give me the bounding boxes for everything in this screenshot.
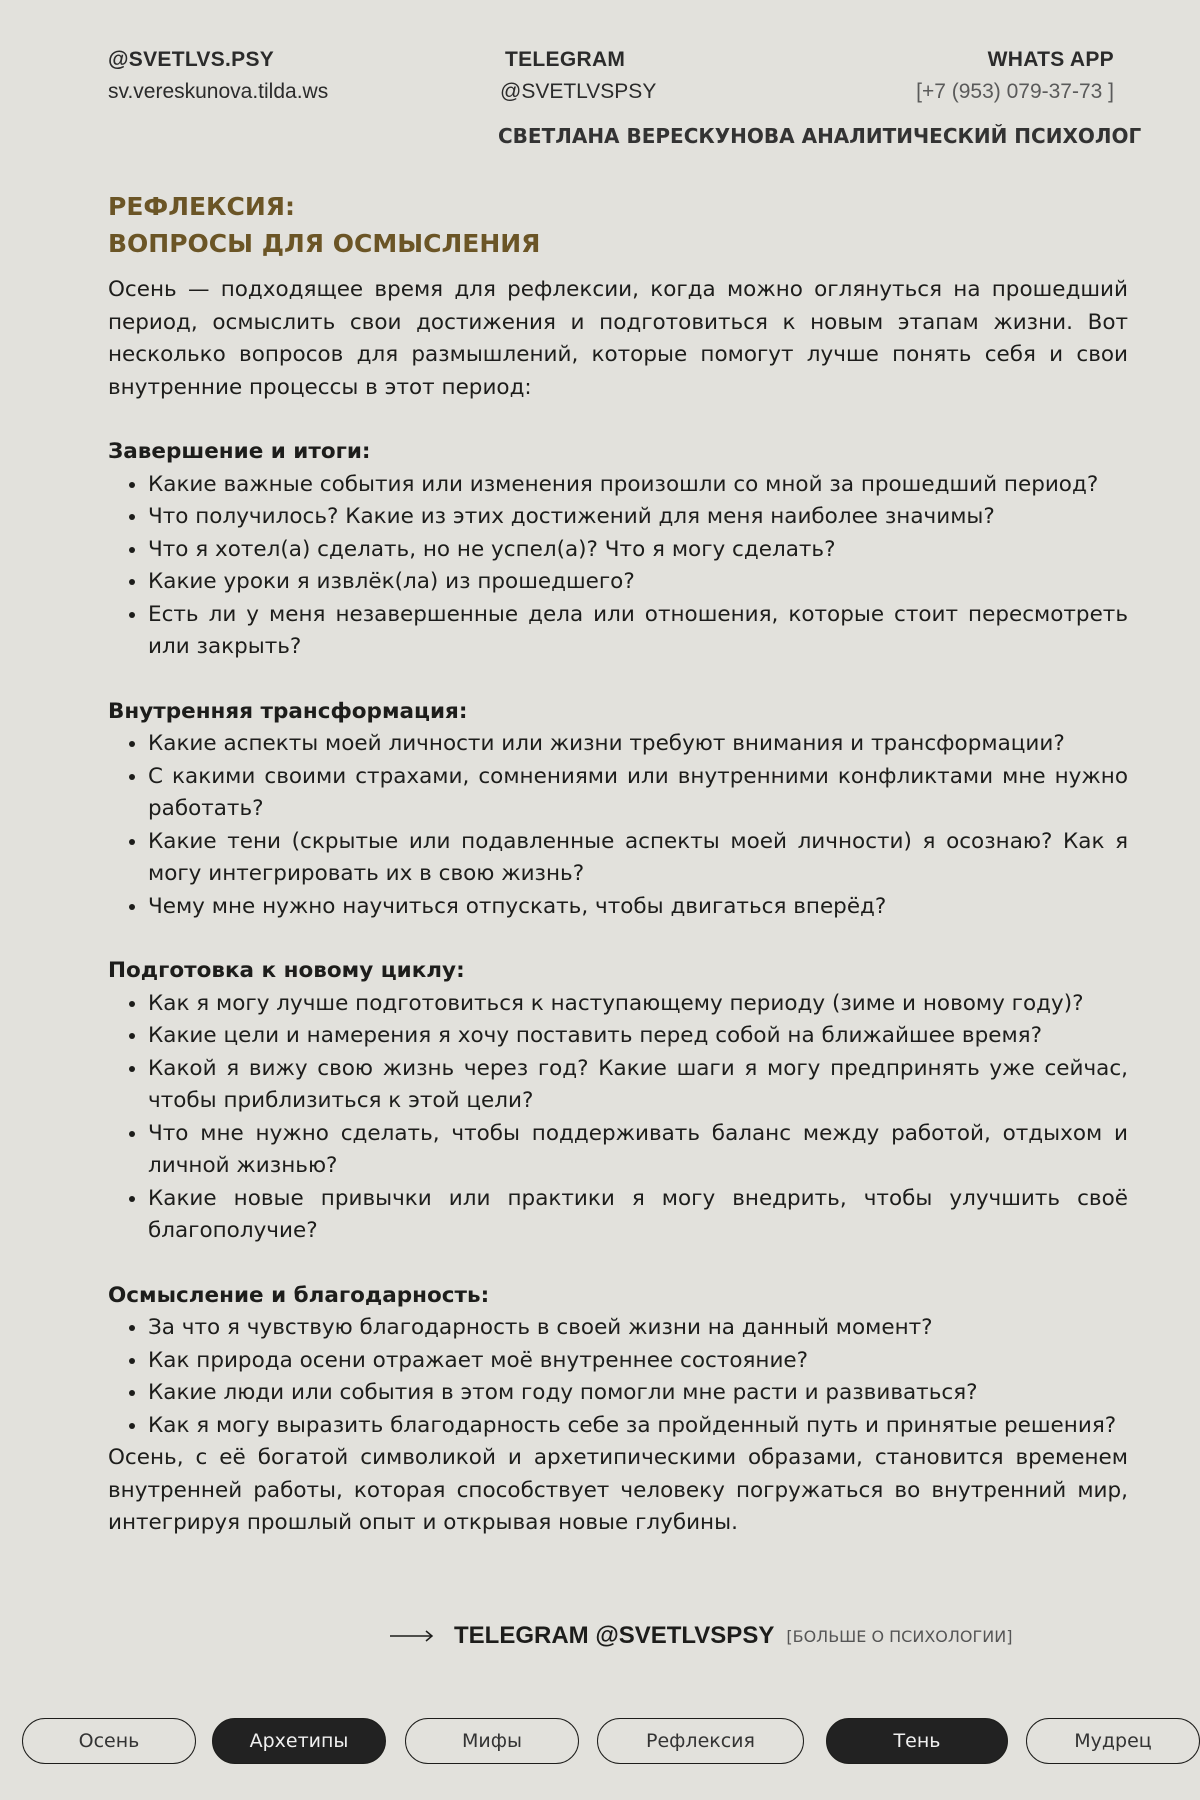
title-line-2: ВОПРОСЫ ДЛЯ ОСМЫСЛЕНИЯ — [108, 229, 541, 258]
question-list — [108, 469, 1128, 664]
instagram-handle[interactable]: @SVETLVS.PSY — [108, 48, 275, 71]
list-item: • Чему мне нужно научиться отпускать, чтобы двигаться вперёд? — [148, 891, 1128, 924]
list-item: • Какой я вижу свою жизнь через год? Какие шаги я могу предпринять уже сейчас, чтобы приблизиться к этой цели? — [148, 1053, 1128, 1118]
tab-autumn[interactable]: Осень — [22, 1718, 196, 1764]
author-subtitle: СВЕТЛАНА ВЕРЕСКУНОВА АНАЛИТИЧЕСКИЙ ПСИХОЛОГ — [498, 124, 1142, 148]
section-gratitude — [108, 1280, 1128, 1443]
question-list — [108, 728, 1128, 923]
tab-archetypes[interactable]: Архетипы — [212, 1718, 386, 1764]
list-item: • Что я хотел(а) сделать, но не успел(а)? Что я могу сделать? — [148, 534, 1128, 567]
section-heading: Осмысление и благодарность: — [108, 1282, 490, 1308]
title-line-1: РЕФЛЕКСИЯ: — [108, 192, 295, 221]
list-item: • Как природа осени отражает моё внутреннее состояние? — [148, 1345, 1128, 1378]
tab-shadow[interactable]: Тень — [826, 1718, 1008, 1764]
tab-reflection[interactable]: Рефлексия — [597, 1718, 804, 1764]
closing-paragraph: Осень, с её богатой символикой и архетипическими образами, становится временем внутренней работы, которая способствует человеку погружаться во внутренний мир, интегрируя прошлый опыт и открывая новые глубины. — [108, 1445, 1128, 1535]
section-heading: Подготовка к новому циклу: — [108, 958, 465, 983]
footer-note: [БОЛЬШЕ О ПСИХОЛОГИИ] — [786, 1626, 1013, 1646]
header-middle — [500, 48, 656, 104]
telegram-label: TELEGRAM — [505, 48, 626, 71]
list-item: • Какие люди или события в этом году помогли мне расти и развиваться? — [148, 1377, 1128, 1410]
list-item: • Какие аспекты моей личности или жизни требуют внимания и трансформации? — [148, 728, 1128, 761]
question-list — [108, 1312, 1128, 1442]
article-body — [108, 274, 1128, 1540]
list-item: • Какие цели и намерения я хочу поставить перед собой на ближайшее время? — [148, 1020, 1128, 1053]
section-completion — [108, 436, 1128, 664]
tab-sage[interactable]: Мудрец — [1026, 1718, 1200, 1764]
list-item: • С какими своими страхами, сомнениями или внутренними конфликтами мне нужно работать? — [148, 761, 1128, 826]
website-link[interactable]: sv.vereskunova.tilda.ws — [108, 80, 329, 103]
list-item: • Как я могу выразить благодарность себе за пройденный путь и принятые решения? — [148, 1410, 1128, 1443]
list-item: • Какие тени (скрытые или подавленные аспекты моей личности) я осознаю? Как я могу интегрировать их в свою жизнь? — [148, 826, 1128, 891]
whatsapp-phone[interactable]: [+7 (953) 079-37-73 ] — [916, 80, 1114, 103]
tab-myths[interactable]: Мифы — [405, 1718, 579, 1764]
list-item: • Какие уроки я извлёк(ла) из прошедшего? — [148, 566, 1128, 599]
whatsapp-label: WHATS APP — [987, 48, 1114, 71]
list-item: • За что я чувствую благодарность в своей жизни на данный момент? — [148, 1312, 1128, 1345]
section-transformation — [108, 696, 1128, 924]
intro-paragraph: Осень — подходящее время для рефлексии, когда можно оглянуться на прошедший период, осмыслить свои достижения и подготовиться к новым этапам жизни. Вот несколько вопросов для размышлений, которые помогут лучше понять себя и свои внутренние процессы в этот период: — [108, 277, 1128, 400]
question-list — [108, 988, 1128, 1248]
list-item: • Как я могу лучше подготовиться к наступающему периоду (зиме и новому году)? — [148, 988, 1128, 1021]
topic-tabs — [0, 1718, 1200, 1768]
list-item: • Какие важные события или изменения произошли со мной за прошедший период? — [148, 469, 1128, 502]
section-heading: Внутренняя трансформация: — [108, 698, 468, 724]
arrow-right-icon — [390, 1629, 434, 1643]
page-title — [108, 188, 540, 262]
header-left — [108, 48, 328, 104]
section-new-cycle — [108, 955, 1128, 1248]
list-item: • Что получилось? Какие из этих достижений для меня наиболее значимы? — [148, 501, 1128, 534]
telegram-handle[interactable]: @SVETLVSPSY — [500, 80, 657, 103]
list-item: • Что мне нужно сделать, чтобы поддерживать баланс между работой, отдыхом и личной жизнью? — [148, 1118, 1128, 1183]
list-item: • Какие новые привычки или практики я могу внедрить, чтобы улучшить своё благополучие? — [148, 1183, 1128, 1248]
section-heading: Завершение и итоги: — [108, 439, 371, 464]
footer-telegram-link[interactable] — [390, 1622, 1012, 1650]
header-right — [916, 48, 1114, 104]
list-item: • Есть ли у меня незавершенные дела или отношения, которые стоит пересмотреть или закрыть? — [148, 599, 1128, 664]
footer-link-text[interactable]: TELEGRAM @SVETLVSPSY — [454, 1622, 775, 1649]
